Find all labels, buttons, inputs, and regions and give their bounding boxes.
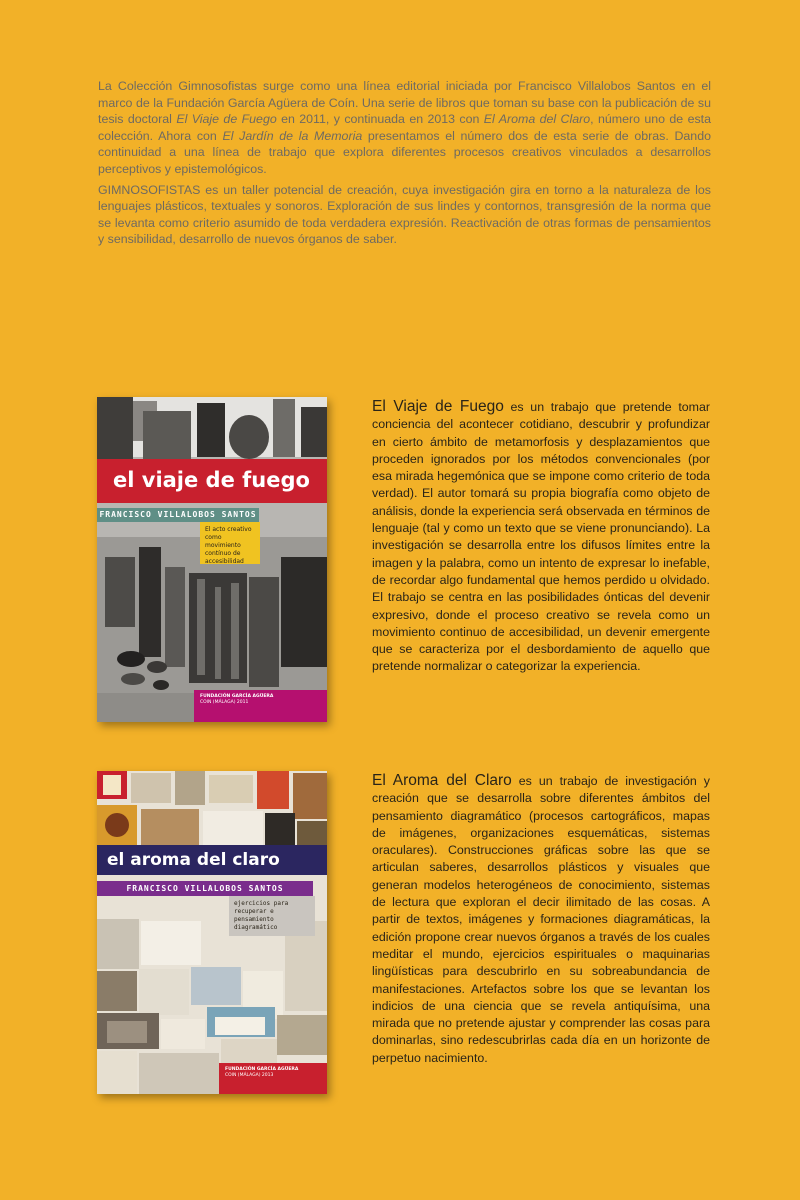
intro-p1-title-viaje: El Viaje de Fuego [176,112,277,127]
cover1-author: FRANCISCO VILLALOBOS SANTOS [97,508,259,522]
cover2-subtitle: ejercicios para recuperar e pensamiento diagramático [229,896,315,936]
intro-p1-title-jardin: El Jardín de la Memoria [222,128,363,143]
intro-p1-a: La Colección Gimnosofistas surge como una línea editorial iniciada por Francisco Villalobos Santos en el marco de la Fundación García Agüera de Coín. Una serie de libros que toman su base con la publicación de su tesis doctoral [98,79,711,127]
cover1-title: el viaje de fuego [113,468,310,492]
intro-text [98,78,711,252]
cover2-publisher-sub: COIN (MÁLAGA) 2013 [225,1073,274,1078]
book-description-viaje [372,398,710,676]
intro-p1-e: , número uno de esta colección. Ahora con [98,112,711,143]
intro-p1-c: en 2011, y continuada en 2013 con [276,112,484,127]
book-cover-viaje-de-fuego [97,397,327,722]
intro-paragraph-2: GIMNOSOFISTAS es un taller potencial de creación, cuya investigación gira en torno a la naturaleza de los lenguajes plásticos, textuales y sonoros. Exploración de sus lindes y contornos, transgresión de la norma que se levanta como criterio asumido de toda verdadera expresión. Reactivación de otras formas de pensamientos y sensibilidad, desarrollo de nuevos órganos de saber. [98,182,711,247]
cover1-publisher [194,690,327,722]
intro-p1-g: presentamos el número dos de esta serie de obras. Dando continuidad a una línea de trabajo que explora diferentes procesos creativos vinculados a desarrollos perceptivos y epistemológicos. [98,128,711,176]
cover2-title: el aroma del claro [107,850,280,870]
cover2-author: FRANCISCO VILLALOBOS SANTOS [97,881,313,896]
cover2-publisher [219,1063,327,1094]
cover1-publisher-name: FUNDACIÓN GARCÍA AGÜERA [200,694,274,699]
cover2-publisher-name: FUNDACIÓN GARCÍA AGÜERA [225,1067,299,1072]
cover1-publisher-sub: COIN (MÁLAGA) 2011 [200,700,249,705]
book1-description: es un trabajo que pretende tomar conciencia del acontecer cotidiano, descubrir y profundizar en cierto ámbito de metamorfosis y desplazamientos que proceden ignorados por los métodos convencionales (por esa mirada hegemónica que se impone como criterio de toda verdad). El autor tomará su propia biografía como objeto de análisis, donde la experiencia será observada en términos de lenguaje (tal y como un texto que se viene pronunciando). La investigación se desarrolla entre los difusos límites entre la imagen y la palabra, como un intento de expresar lo inefable, de recordar algo fundamental que hemos perdido u olvidado. El trabajo se centra en las posibilidades ónticas del devenir expresivo, donde el proceso creativo se revela como un movimiento continuo de accesibilidad, un devenir emergente que se caracteriza por el desbordamiento de aquello que pretende normalizar o categorizar la experiencia. [372,400,710,674]
intro-paragraph-1 [98,78,711,178]
book2-description: es un trabajo de investigación y creación que se desarrolla sobre diferentes ámbitos del pensamiento diagramático (procesos cartográficos, mapas de imágenes, organizaciones esquemáticas, sistemas oraculares). Construcciones gráficas sobre las que se articulan saberes, desarrollos plásticos y visuales que generan modelos heterogéneos de conocimiento, sistemas de lectura que exploran el decir ilimitado de las cosas. A partir de textos, imágenes y formaciones diagramáticas, la edición propone crear nuevos órganos a través de los cuales meditar el mundo, ejercicios espirituales o maquinarias lingüísticas para descubrirlo en su sobreabundancia de manifestaciones. Artefactos sobre los que se levantan los indicios de una ciencia que se revela antiquísima, una mirada que no pretende ajustar y comprender las cosas para dominarlas, sino redescubrirlas cada día en un horizonte de perpetuo nacimiento. [372,774,710,1065]
book-description-aroma [372,772,710,1067]
cover1-subtitle: El acto creativo como movimiento contínuo de accesibilidad [200,522,260,564]
book-cover-aroma-del-claro [97,771,327,1094]
book1-lead-title: El Viaje de Fuego [372,398,504,415]
book2-lead-title: El Aroma del Claro [372,772,512,789]
intro-p1-title-aroma: El Aroma del Claro [483,112,591,127]
